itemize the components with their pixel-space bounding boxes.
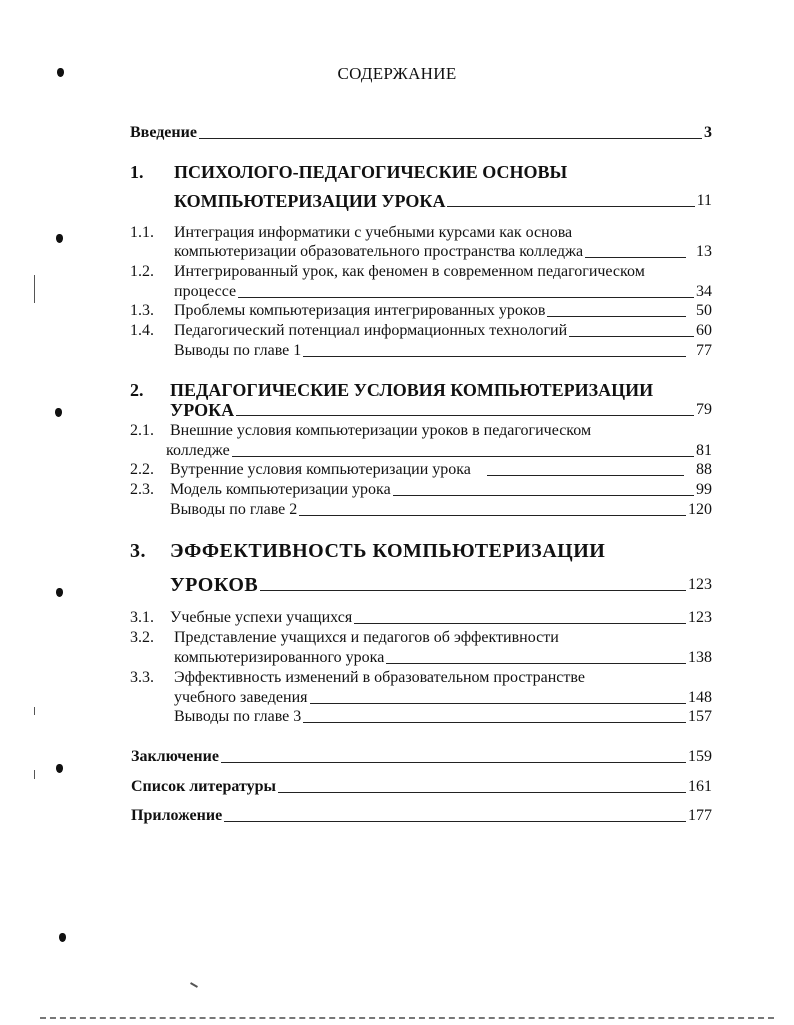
scan-mark: [34, 770, 35, 779]
toc-label: компьютеризированного урока: [174, 649, 385, 666]
leader-line: [354, 623, 686, 624]
scan-mark: [34, 707, 35, 715]
section-number: 1.2.: [130, 263, 154, 280]
leader-line: [303, 722, 686, 723]
toc-page: 13: [696, 243, 712, 260]
section-number: 2.2.: [130, 461, 154, 478]
section-number: 1.3.: [130, 302, 154, 319]
toc-page: 123: [688, 609, 712, 626]
binder-hole: [55, 408, 62, 417]
toc-section-2-3: [130, 481, 712, 499]
section-number: 2.3.: [130, 481, 154, 498]
toc-label: Модель компьютеризации урока: [170, 481, 391, 498]
toc-section-3-2: [130, 629, 559, 647]
leader-line: [547, 316, 686, 317]
toc-label: Заключение: [131, 748, 219, 765]
leader-line: [487, 475, 684, 476]
chapter-1-heading: [130, 163, 567, 181]
toc-section-1-1: [130, 224, 572, 242]
toc-label: Внешние условия компьютеризации уроков в педагогическом: [170, 422, 592, 439]
toc-label: колледже: [166, 442, 230, 459]
leader-line: [386, 663, 686, 664]
binder-hole: [59, 933, 66, 942]
chapter-3-heading-line2: [170, 576, 712, 594]
leader-line: [199, 138, 702, 139]
toc-label: компьютеризации образовательного пространства колледжа: [174, 243, 584, 260]
toc-section-2-1: [130, 422, 591, 440]
toc-appendix: [131, 807, 712, 825]
leader-line: [585, 257, 686, 258]
toc-section-1-3: [130, 302, 712, 320]
binder-hole: [56, 764, 63, 773]
toc-label: Эффективность изменений в образовательном пространстве: [174, 669, 585, 686]
toc-label: Интеграция информатики с учебными курсами как основа: [174, 224, 573, 241]
toc-page: 123: [688, 576, 712, 593]
leader-line: [238, 297, 694, 298]
toc-page: 88: [696, 461, 712, 478]
toc-page: 50: [696, 302, 712, 319]
section-number: 3.3.: [130, 669, 154, 686]
toc-label: Представление учащихся и педагогов об эффективности: [174, 629, 559, 646]
page-title: СОДЕРЖАНИЕ: [337, 64, 457, 83]
toc-conclusion-3: [174, 708, 712, 726]
toc-label: Учебные успехи учащихся: [170, 609, 353, 626]
chapter-title: ЭФФЕКТИВНОСТЬ КОМПЬЮТЕРИЗАЦИИ: [170, 540, 606, 562]
toc-label: Вутренние условия компьютеризации урока: [170, 461, 471, 478]
toc-section-2-2: [130, 461, 712, 479]
toc-label: Выводы по главе 3: [174, 708, 302, 725]
toc-conclusion: [131, 748, 712, 766]
toc-section-2-1-line2: [166, 442, 712, 460]
leader-line: [310, 703, 686, 704]
toc-section-3-3: [130, 669, 585, 687]
section-number: 1.1.: [130, 224, 154, 241]
toc-label: Выводы по главе 1: [174, 342, 302, 359]
toc-page: 138: [688, 649, 712, 666]
leader-line: [303, 356, 686, 357]
chapter-number: 2.: [130, 380, 144, 400]
toc-page: 157: [688, 708, 712, 725]
toc-page: 81: [696, 442, 712, 459]
leader-line: [393, 495, 694, 496]
chapter-title: ПЕДАГОГИЧЕСКИЕ УСЛОВИЯ КОМПЬЮТЕРИЗАЦИИ: [170, 380, 654, 400]
leader-line: [278, 792, 686, 793]
scan-edge: [40, 1017, 774, 1019]
toc-label: Интегрированный урок, как феномен в современном педагогическом: [174, 263, 645, 280]
chapter-number: 3.: [130, 540, 146, 562]
chapter-title: УРОКА: [170, 400, 235, 420]
chapter-3-heading: [130, 542, 605, 560]
scan-mark: [190, 982, 198, 988]
binder-hole: [56, 234, 63, 243]
toc-bibliography: [131, 778, 712, 796]
toc-page: 148: [688, 689, 712, 706]
chapter-title: УРОКОВ: [170, 574, 259, 596]
leader-line: [447, 206, 694, 207]
toc-page: 79: [696, 401, 712, 418]
toc-label: процессе: [174, 283, 237, 300]
toc-label: Введение: [130, 124, 197, 141]
toc-label: Приложение: [131, 807, 223, 824]
chapter-title: КОМПЬЮТЕРИЗАЦИИ УРОКА: [174, 191, 446, 211]
toc-label: Выводы по главе 2: [170, 501, 298, 518]
leader-line: [260, 590, 686, 591]
toc-page: 159: [688, 748, 712, 765]
toc-conclusion-2: [170, 501, 712, 519]
toc-label: Проблемы компьютеризация интегрированных уроков: [174, 302, 546, 319]
toc-conclusion-1: [174, 342, 712, 360]
toc-label: Педагогический потенциал информационных технологий: [174, 322, 568, 339]
toc-section-3-2-line2: [174, 649, 712, 667]
toc-section-3-1: [130, 609, 712, 627]
toc-page: 120: [688, 501, 712, 518]
scan-mark: [34, 275, 35, 303]
chapter-2-heading: [130, 381, 653, 399]
chapter-2-heading-line2: [170, 401, 712, 419]
toc-page: 3: [704, 124, 712, 141]
toc-page: 11: [696, 192, 712, 209]
toc-label: Список литературы: [131, 778, 276, 795]
leader-line: [221, 762, 686, 763]
toc-label: учебного заведения: [174, 689, 308, 706]
section-number: 1.4.: [130, 322, 154, 339]
leader-line: [569, 336, 694, 337]
toc-section-1-2: [130, 263, 645, 281]
toc-page: 34: [696, 283, 712, 300]
toc-section-1-4: [130, 322, 712, 340]
toc-page: 99: [696, 481, 712, 498]
section-number: 2.1.: [130, 422, 154, 439]
toc-page: 77: [696, 342, 712, 359]
toc-section-1-1-line2: [174, 243, 712, 261]
leader-line: [224, 821, 686, 822]
chapter-number: 1.: [130, 162, 144, 182]
chapter-1-heading-line2: [174, 192, 712, 210]
toc-intro: [130, 124, 712, 142]
leader-line: [236, 415, 694, 416]
leader-line: [232, 456, 694, 457]
toc-page: 60: [696, 322, 712, 339]
section-number: 3.2.: [130, 629, 154, 646]
binder-hole: [56, 588, 63, 597]
toc-page: 177: [688, 807, 712, 824]
toc-section-3-3-line2: [174, 689, 712, 707]
toc-page: 161: [688, 778, 712, 795]
leader-line: [299, 515, 686, 516]
section-number: 3.1.: [130, 609, 154, 626]
chapter-title: ПСИХОЛОГО-ПЕДАГОГИЧЕСКИЕ ОСНОВЫ: [174, 162, 568, 182]
toc-section-1-2-line2: [174, 283, 712, 301]
